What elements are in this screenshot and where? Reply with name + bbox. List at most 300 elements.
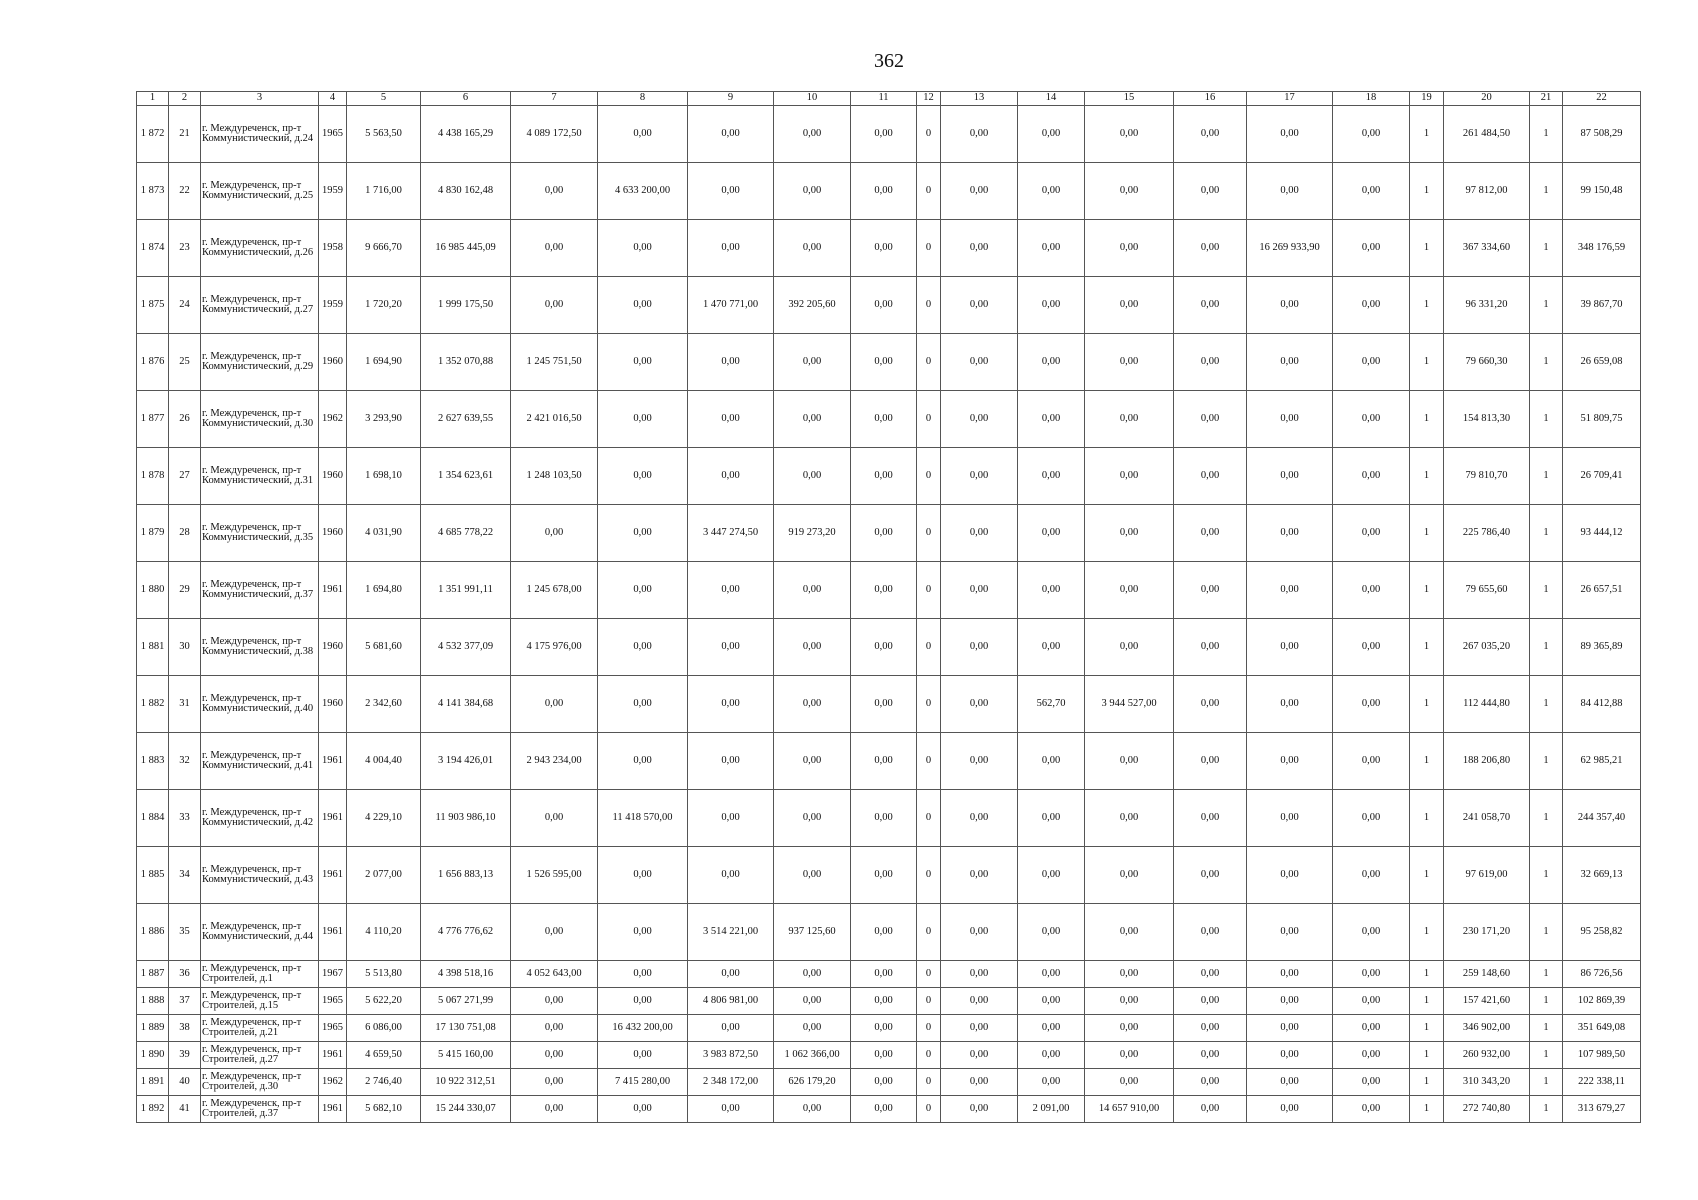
- table-cell: 0,00: [851, 220, 917, 277]
- table-cell: 0,00: [1018, 790, 1085, 847]
- table-cell: 32 669,13: [1563, 847, 1641, 904]
- table-row: [137, 1042, 1641, 1069]
- table-cell: 0,00: [1018, 733, 1085, 790]
- table-cell: 95 258,82: [1563, 904, 1641, 961]
- table-cell: 0,00: [1085, 562, 1174, 619]
- table-cell: 1: [1530, 790, 1563, 847]
- table-cell: 1 878: [137, 448, 169, 505]
- table-cell: 0,00: [1085, 448, 1174, 505]
- table-cell: 0,00: [851, 904, 917, 961]
- table-cell: 154 813,30: [1444, 391, 1530, 448]
- table-cell: 1 879: [137, 505, 169, 562]
- table-cell: 1: [1410, 505, 1444, 562]
- table-cell: 4 031,90: [347, 505, 421, 562]
- table-cell: 1962: [319, 391, 347, 448]
- table-cell: 1: [1410, 277, 1444, 334]
- table-cell: 0,00: [1333, 1096, 1410, 1123]
- table-cell: 222 338,11: [1563, 1069, 1641, 1096]
- table-cell: 1 892: [137, 1096, 169, 1123]
- table-cell: 0,00: [941, 1042, 1018, 1069]
- address-cell: г. Междуреченск, пр-т Коммунистический, д.38: [201, 619, 319, 676]
- table-cell: 1: [1410, 790, 1444, 847]
- table-cell: 0,00: [1333, 1015, 1410, 1042]
- table-cell: 26 659,08: [1563, 334, 1641, 391]
- table-cell: 0,00: [1018, 961, 1085, 988]
- table-cell: 0,00: [1247, 448, 1333, 505]
- table-cell: 267 035,20: [1444, 619, 1530, 676]
- table-cell: 0,00: [1085, 220, 1174, 277]
- table-cell: 0,00: [1085, 391, 1174, 448]
- table-cell: 1961: [319, 562, 347, 619]
- table-cell: 0,00: [1085, 847, 1174, 904]
- table-cell: 1 880: [137, 562, 169, 619]
- table-cell: 0,00: [1085, 904, 1174, 961]
- table-cell: 1: [1530, 163, 1563, 220]
- table-cell: 0,00: [688, 334, 774, 391]
- table-row: [137, 1015, 1641, 1042]
- table-cell: 0,00: [941, 676, 1018, 733]
- table-cell: 0,00: [1247, 790, 1333, 847]
- table-cell: 93 444,12: [1563, 505, 1641, 562]
- table-cell: 1: [1410, 1015, 1444, 1042]
- table-cell: 1960: [319, 676, 347, 733]
- table-cell: 1: [1410, 220, 1444, 277]
- table-cell: 0,00: [598, 847, 688, 904]
- column-header: 17: [1247, 92, 1333, 106]
- table-cell: 0,00: [1174, 220, 1247, 277]
- table-cell: 0,00: [511, 505, 598, 562]
- table-cell: 0,00: [511, 988, 598, 1015]
- table-row: [137, 277, 1641, 334]
- table-cell: 0: [917, 106, 941, 163]
- table-cell: 1 873: [137, 163, 169, 220]
- column-header: 12: [917, 92, 941, 106]
- table-cell: 0,00: [1085, 619, 1174, 676]
- table-cell: 0,00: [941, 790, 1018, 847]
- table-cell: 0,00: [774, 562, 851, 619]
- table-row: [137, 448, 1641, 505]
- table-cell: 0,00: [598, 619, 688, 676]
- table-cell: 0: [917, 391, 941, 448]
- table-cell: 0,00: [941, 847, 1018, 904]
- table-cell: 1 882: [137, 676, 169, 733]
- table-cell: 21: [169, 106, 201, 163]
- table-cell: 0,00: [1085, 988, 1174, 1015]
- table-cell: 0,00: [511, 1069, 598, 1096]
- table-cell: 2 091,00: [1018, 1096, 1085, 1123]
- table-cell: 0,00: [941, 562, 1018, 619]
- table-cell: 0,00: [1174, 562, 1247, 619]
- table-cell: 4 141 384,68: [421, 676, 511, 733]
- table-cell: 2 348 172,00: [688, 1069, 774, 1096]
- table-cell: 0,00: [941, 505, 1018, 562]
- table-cell: 16 985 445,09: [421, 220, 511, 277]
- table-cell: 0,00: [511, 277, 598, 334]
- table-cell: 33: [169, 790, 201, 847]
- table-row: [137, 505, 1641, 562]
- table-body: [137, 106, 1641, 1123]
- table-cell: 0,00: [774, 1096, 851, 1123]
- table-cell: 1 526 595,00: [511, 847, 598, 904]
- table-cell: 0,00: [1247, 106, 1333, 163]
- table-cell: 4 004,40: [347, 733, 421, 790]
- table-cell: 0,00: [1018, 619, 1085, 676]
- table-cell: 0,00: [688, 106, 774, 163]
- table-cell: 0,00: [1085, 106, 1174, 163]
- column-header: 14: [1018, 92, 1085, 106]
- table-cell: 0,00: [598, 277, 688, 334]
- table-cell: 1 470 771,00: [688, 277, 774, 334]
- table-row: [137, 619, 1641, 676]
- table-cell: 310 343,20: [1444, 1069, 1530, 1096]
- table-cell: 0,00: [941, 988, 1018, 1015]
- table-cell: 36: [169, 961, 201, 988]
- table-cell: 0,00: [598, 733, 688, 790]
- table-cell: 87 508,29: [1563, 106, 1641, 163]
- table-cell: 0,00: [1174, 847, 1247, 904]
- table-cell: 0,00: [1018, 1042, 1085, 1069]
- table-cell: 0,00: [941, 448, 1018, 505]
- table-cell: 1 716,00: [347, 163, 421, 220]
- table-cell: 0,00: [851, 790, 917, 847]
- table-cell: 0,00: [1247, 1096, 1333, 1123]
- table-cell: 0,00: [1333, 733, 1410, 790]
- table-cell: 0,00: [774, 220, 851, 277]
- table-cell: 26 657,51: [1563, 562, 1641, 619]
- table-cell: 30: [169, 619, 201, 676]
- table-cell: 0,00: [941, 961, 1018, 988]
- table-cell: 0,00: [1174, 988, 1247, 1015]
- table-cell: 0: [917, 988, 941, 1015]
- table-cell: 313 679,27: [1563, 1096, 1641, 1123]
- column-header: 22: [1563, 92, 1641, 106]
- table-cell: 1 352 070,88: [421, 334, 511, 391]
- table-cell: 39: [169, 1042, 201, 1069]
- table-cell: 0,00: [1174, 619, 1247, 676]
- table-row: [137, 733, 1641, 790]
- table-cell: 0,00: [1174, 1069, 1247, 1096]
- column-header: 15: [1085, 92, 1174, 106]
- table-cell: 0,00: [941, 220, 1018, 277]
- table-cell: 0,00: [598, 448, 688, 505]
- table-cell: 0,00: [941, 619, 1018, 676]
- table-cell: 0,00: [1174, 391, 1247, 448]
- table-cell: 1 886: [137, 904, 169, 961]
- table-cell: 0,00: [851, 106, 917, 163]
- table-cell: 0,00: [774, 391, 851, 448]
- table-cell: 1 999 175,50: [421, 277, 511, 334]
- address-cell: г. Междуреченск, пр-т Коммунистический, д.43: [201, 847, 319, 904]
- table-cell: 1: [1410, 847, 1444, 904]
- column-header: 7: [511, 92, 598, 106]
- table-cell: 1960: [319, 448, 347, 505]
- table-cell: 2 746,40: [347, 1069, 421, 1096]
- table-cell: 28: [169, 505, 201, 562]
- table-cell: 1 890: [137, 1042, 169, 1069]
- table-cell: 1: [1410, 334, 1444, 391]
- address-cell: г. Междуреченск, пр-т Коммунистический, д.30: [201, 391, 319, 448]
- table-cell: 0,00: [1018, 1069, 1085, 1096]
- table-cell: 0,00: [774, 733, 851, 790]
- table-cell: 0,00: [688, 163, 774, 220]
- table-cell: 0,00: [1333, 1042, 1410, 1069]
- table-cell: 1 875: [137, 277, 169, 334]
- table-cell: 0,00: [941, 163, 1018, 220]
- table-cell: 0,00: [1247, 904, 1333, 961]
- table-cell: 0,00: [1085, 1069, 1174, 1096]
- table-cell: 25: [169, 334, 201, 391]
- table-cell: 5 682,10: [347, 1096, 421, 1123]
- table-cell: 0,00: [1333, 220, 1410, 277]
- table-cell: 4 175 976,00: [511, 619, 598, 676]
- table-cell: 4 052 643,00: [511, 961, 598, 988]
- table-cell: 34: [169, 847, 201, 904]
- table-cell: 244 357,40: [1563, 790, 1641, 847]
- table-cell: 5 067 271,99: [421, 988, 511, 1015]
- table-cell: 0,00: [511, 220, 598, 277]
- table-cell: 351 649,08: [1563, 1015, 1641, 1042]
- table-cell: 0,00: [598, 106, 688, 163]
- table-cell: 346 902,00: [1444, 1015, 1530, 1042]
- table-row: [137, 904, 1641, 961]
- table-cell: 1959: [319, 163, 347, 220]
- table-cell: 1: [1530, 1069, 1563, 1096]
- table-cell: 0,00: [1174, 448, 1247, 505]
- table-cell: 919 273,20: [774, 505, 851, 562]
- table-cell: 17 130 751,08: [421, 1015, 511, 1042]
- table-cell: 4 806 981,00: [688, 988, 774, 1015]
- table-cell: 1959: [319, 277, 347, 334]
- table-cell: 97 812,00: [1444, 163, 1530, 220]
- table-cell: 0,00: [851, 562, 917, 619]
- table-cell: 0,00: [1085, 961, 1174, 988]
- table-cell: 79 810,70: [1444, 448, 1530, 505]
- table-cell: 0,00: [851, 988, 917, 1015]
- table-cell: 0,00: [851, 391, 917, 448]
- table-cell: 0,00: [1174, 505, 1247, 562]
- table-cell: 1: [1410, 988, 1444, 1015]
- table-cell: 0,00: [1333, 163, 1410, 220]
- table-cell: 0: [917, 733, 941, 790]
- table-cell: 0,00: [1174, 676, 1247, 733]
- table-cell: 367 334,60: [1444, 220, 1530, 277]
- table-cell: 0,00: [1085, 790, 1174, 847]
- table-cell: 0,00: [1018, 1015, 1085, 1042]
- table-cell: 27: [169, 448, 201, 505]
- table-cell: 1962: [319, 1069, 347, 1096]
- table-cell: 1: [1410, 619, 1444, 676]
- table-cell: 261 484,50: [1444, 106, 1530, 163]
- table-cell: 0,00: [598, 391, 688, 448]
- table-row: [137, 1069, 1641, 1096]
- column-header: 16: [1174, 92, 1247, 106]
- table-cell: 1: [1530, 1015, 1563, 1042]
- table-cell: 1 245 678,00: [511, 562, 598, 619]
- table-cell: 16 432 200,00: [598, 1015, 688, 1042]
- table-cell: 1: [1530, 505, 1563, 562]
- table-cell: 0,00: [1174, 790, 1247, 847]
- table-cell: 1960: [319, 619, 347, 676]
- table-cell: 0,00: [774, 448, 851, 505]
- table-cell: 0,00: [511, 676, 598, 733]
- table-cell: 10 922 312,51: [421, 1069, 511, 1096]
- table-cell: 2 943 234,00: [511, 733, 598, 790]
- table-cell: 4 110,20: [347, 904, 421, 961]
- column-header: 18: [1333, 92, 1410, 106]
- table-cell: 0,00: [1018, 391, 1085, 448]
- table-cell: 97 619,00: [1444, 847, 1530, 904]
- table-cell: 16 269 933,90: [1247, 220, 1333, 277]
- address-cell: г. Междуреченск, пр-т Строителей, д.37: [201, 1096, 319, 1123]
- table-cell: 0,00: [851, 961, 917, 988]
- table-cell: 0,00: [1333, 619, 1410, 676]
- table-cell: 1: [1530, 334, 1563, 391]
- table-cell: 0,00: [1333, 904, 1410, 961]
- table-cell: 0,00: [941, 733, 1018, 790]
- table-cell: 0,00: [851, 277, 917, 334]
- table-cell: 37: [169, 988, 201, 1015]
- table-cell: 1: [1530, 391, 1563, 448]
- table-cell: 0,00: [1085, 277, 1174, 334]
- table-cell: 0,00: [688, 1015, 774, 1042]
- table-cell: 0,00: [774, 961, 851, 988]
- table-cell: 0,00: [774, 334, 851, 391]
- address-cell: г. Междуреченск, пр-т Строителей, д.30: [201, 1069, 319, 1096]
- table-cell: 1961: [319, 904, 347, 961]
- table-cell: 1: [1530, 220, 1563, 277]
- table-cell: 348 176,59: [1563, 220, 1641, 277]
- table-cell: 0,00: [1018, 106, 1085, 163]
- table-cell: 0,00: [511, 1042, 598, 1069]
- table-cell: 1: [1530, 562, 1563, 619]
- address-cell: г. Междуреченск, пр-т Коммунистический, д.41: [201, 733, 319, 790]
- table-cell: 0,00: [1174, 106, 1247, 163]
- table-cell: 0,00: [1247, 676, 1333, 733]
- table-cell: 86 726,56: [1563, 961, 1641, 988]
- table-cell: 1: [1410, 163, 1444, 220]
- table-cell: 1: [1530, 961, 1563, 988]
- table-cell: 1967: [319, 961, 347, 988]
- table-cell: 79 660,30: [1444, 334, 1530, 391]
- table-cell: 23: [169, 220, 201, 277]
- table-cell: 0,00: [1333, 988, 1410, 1015]
- table-cell: 9 666,70: [347, 220, 421, 277]
- table-cell: 3 447 274,50: [688, 505, 774, 562]
- table-cell: 0,00: [1174, 163, 1247, 220]
- table-row: [137, 1096, 1641, 1123]
- table-cell: 15 244 330,07: [421, 1096, 511, 1123]
- table-cell: 11 903 986,10: [421, 790, 511, 847]
- address-cell: г. Междуреченск, пр-т Коммунистический, д.31: [201, 448, 319, 505]
- table-cell: 62 985,21: [1563, 733, 1641, 790]
- table-cell: 0,00: [1333, 448, 1410, 505]
- table-cell: 4 776 776,62: [421, 904, 511, 961]
- table-cell: 0,00: [1333, 505, 1410, 562]
- table-cell: 0,00: [1174, 904, 1247, 961]
- table-cell: 24: [169, 277, 201, 334]
- table-row: [137, 391, 1641, 448]
- table-cell: 0,00: [1333, 277, 1410, 334]
- table-cell: 0,00: [1018, 847, 1085, 904]
- table-cell: 1: [1410, 1069, 1444, 1096]
- table-cell: 0,00: [598, 904, 688, 961]
- table-cell: 0: [917, 676, 941, 733]
- table-cell: 1: [1530, 847, 1563, 904]
- table-cell: 14 657 910,00: [1085, 1096, 1174, 1123]
- table-cell: 0: [917, 163, 941, 220]
- table-cell: 2 421 016,50: [511, 391, 598, 448]
- table-row: [137, 106, 1641, 163]
- table-cell: 79 655,60: [1444, 562, 1530, 619]
- table-cell: 1 694,90: [347, 334, 421, 391]
- table-cell: 1: [1530, 277, 1563, 334]
- table-cell: 5 681,60: [347, 619, 421, 676]
- table-cell: 0,00: [598, 220, 688, 277]
- table-cell: 0: [917, 277, 941, 334]
- table-cell: 0,00: [1333, 961, 1410, 988]
- table-cell: 1: [1410, 448, 1444, 505]
- table-cell: 26 709,41: [1563, 448, 1641, 505]
- table-cell: 0,00: [774, 619, 851, 676]
- table-cell: 0,00: [598, 505, 688, 562]
- table-row: [137, 961, 1641, 988]
- table-cell: 0,00: [1247, 1015, 1333, 1042]
- table-cell: 1965: [319, 988, 347, 1015]
- table-cell: 0: [917, 562, 941, 619]
- table-cell: 0,00: [598, 1096, 688, 1123]
- table-cell: 0,00: [774, 163, 851, 220]
- table-cell: 4 830 162,48: [421, 163, 511, 220]
- table-cell: 1960: [319, 505, 347, 562]
- table-cell: 0,00: [1247, 961, 1333, 988]
- table-cell: 0,00: [688, 619, 774, 676]
- table-cell: 38: [169, 1015, 201, 1042]
- table-cell: 0,00: [774, 106, 851, 163]
- table-cell: 4 398 518,16: [421, 961, 511, 988]
- table-cell: 0,00: [1085, 505, 1174, 562]
- column-header: 8: [598, 92, 688, 106]
- table-cell: 1: [1530, 106, 1563, 163]
- table-cell: 0,00: [851, 847, 917, 904]
- table-cell: 0: [917, 847, 941, 904]
- table-cell: 0: [917, 904, 941, 961]
- table-cell: 0,00: [1333, 676, 1410, 733]
- table-cell: 0: [917, 505, 941, 562]
- table-cell: 0,00: [941, 1015, 1018, 1042]
- table-cell: 0,00: [1085, 334, 1174, 391]
- table-cell: 3 944 527,00: [1085, 676, 1174, 733]
- address-cell: г. Междуреченск, пр-т Строителей, д.27: [201, 1042, 319, 1069]
- table-row: [137, 163, 1641, 220]
- table-cell: 1 656 883,13: [421, 847, 511, 904]
- table-row: [137, 790, 1641, 847]
- table-cell: 1: [1410, 961, 1444, 988]
- table-cell: 1: [1410, 733, 1444, 790]
- table-cell: 0,00: [688, 391, 774, 448]
- table-cell: 0,00: [688, 1096, 774, 1123]
- table-cell: 0,00: [851, 1042, 917, 1069]
- table-cell: 1965: [319, 1015, 347, 1042]
- table-cell: 0,00: [688, 790, 774, 847]
- table-cell: 1961: [319, 790, 347, 847]
- table-cell: 107 989,50: [1563, 1042, 1641, 1069]
- table-cell: 1: [1410, 562, 1444, 619]
- column-header: 19: [1410, 92, 1444, 106]
- table-cell: 272 740,80: [1444, 1096, 1530, 1123]
- table-cell: 1: [1410, 1042, 1444, 1069]
- table-cell: 1 694,80: [347, 562, 421, 619]
- table-cell: 0,00: [1174, 1015, 1247, 1042]
